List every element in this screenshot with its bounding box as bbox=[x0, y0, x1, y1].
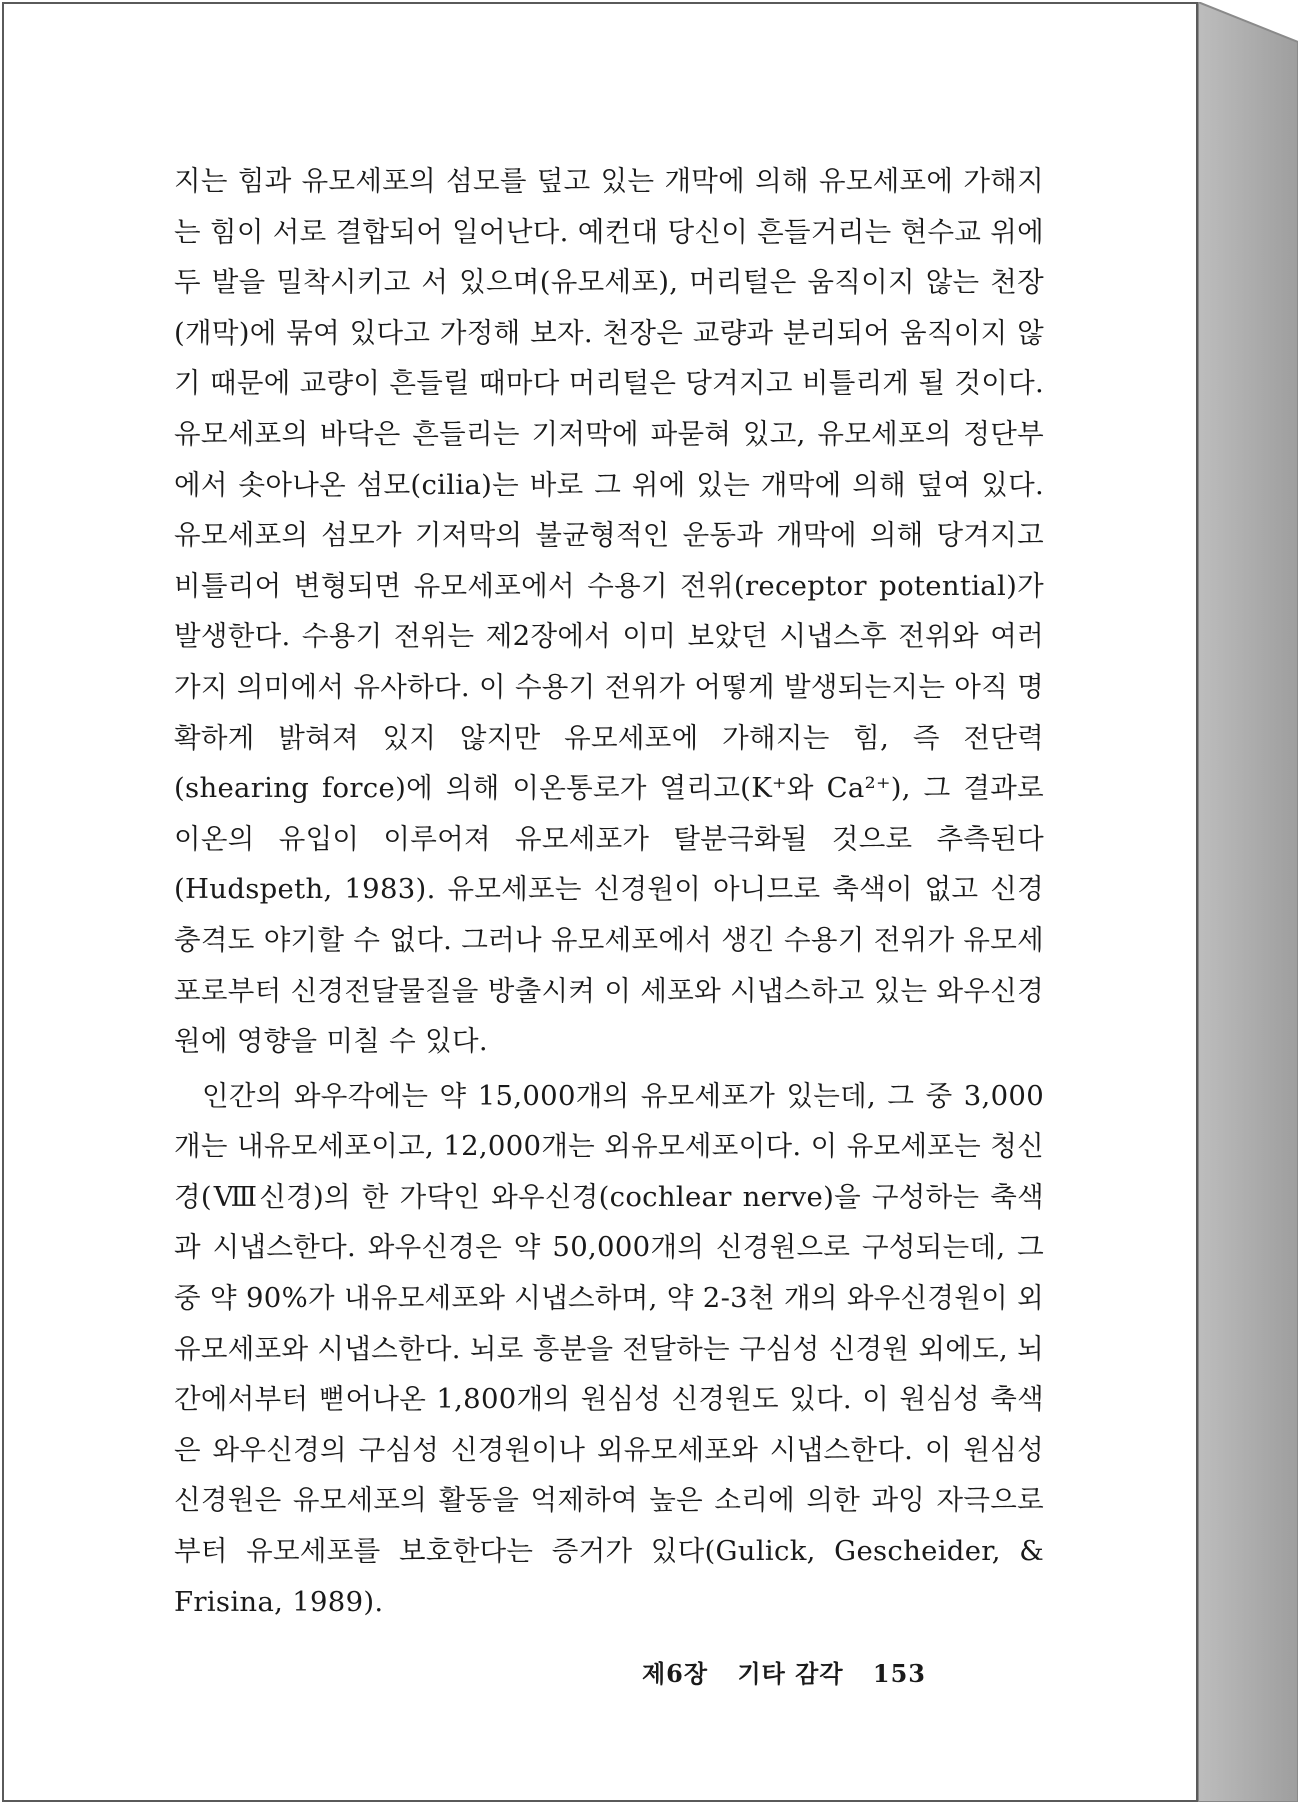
page-edge-shape bbox=[1198, 2, 1298, 1802]
body-text bbox=[174, 156, 1044, 1627]
running-footer bbox=[642, 1654, 926, 1689]
paragraph-1: 지는 힘과 유모세포의 섬모를 덮고 있는 개막에 의해 유모세포에 가해지는 힘이 서로 결합되어 일어난다. 예컨대 당신이 흔들거리는 현수교 위에 두 발을 밀착시키고 서 있으며(유모세포), 머리털은 움직이지 않는 천장(개막)에 묶여 있다고 가정해 보자. 천장은 교량과 분리되어 움직이지 않기 때문에 교량이 흔들릴 때마다 머리털은 당겨지고 비틀리게 될 것이다. 유모세포의 바닥은 흔들리는 기저막에 파묻혀 있고, 유모세포의 정단부에서 솟아나온 섬모(cilia)는 바로 그 위에 있는 개막에 의해 덮여 있다. 유모세포의 섬모가 기저막의 불균형적인 운동과 개막에 의해 당겨지고 비틀리어 변형되면 유모세포에서 수용기 전위(receptor potential)가 발생한다. 수용기 전위는 제2장에서 이미 보았던 시냅스후 전위와 여러 가지 의미에서 유사하다. 이 수용기 전위가 어떻게 발생되는지는 아직 명확하게 밝혀져 있지 않지만 유모세포에 가해지는 힘, 즉 전단력(shearing force)에 의해 이온통로가 열리고(K⁺와 Ca²⁺), 그 결과로 이온의 유입이 이루어져 유모세포가 탈분극화될 것으로 추측된다(Hudspeth, 1983). 유모세포는 신경원이 아니므로 축색이 없고 신경충격도 야기할 수 없다. 그러나 유모세포에서 생긴 수용기 전위가 유모세포로부터 신경전달물질을 방출시켜 이 세포와 시냅스하고 있는 와우신경원에 영향을 미칠 수 있다. bbox=[174, 165, 1044, 1058]
page-number: 153 bbox=[872, 1659, 926, 1688]
footer-title: 기타 감각 bbox=[737, 1659, 844, 1688]
book-page bbox=[2, 2, 1198, 1802]
paragraph-2: 인간의 와우각에는 약 15,000개의 유모세포가 있는데, 그 중 3,000개는 내유모세포이고, 12,000개는 외유모세포이다. 이 유모세포는 청신경(Ⅷ신경)의 한 가닥인 와우신경(cochlear nerve)을 구성하는 축색과 시냅스한다. 와우신경은 약 50,000개의 신경원으로 구성되는데, 그 중 약 90%가 내유모세포와 시냅스하며, 약 2-3천 개의 와우신경원이 외유모세포와 시냅스한다. 뇌로 흥분을 전달하는 구심성 신경원 외에도, 뇌간에서부터 뻗어나온 1,800개의 원심성 신경원도 있다. 이 원심성 축색은 와우신경의 구심성 신경원이나 외유모세포와 시냅스한다. 이 원심성 신경원은 유모세포의 활동을 억제하여 높은 소리에 의한 과잉 자극으로부터 유모세포를 보호한다는 증거가 있다(Gulick, Gescheider, & Frisina, 1989). bbox=[174, 1079, 1044, 1618]
page-thickness-edge bbox=[1198, 2, 1298, 1802]
footer-chapter: 제6장 bbox=[642, 1659, 709, 1688]
